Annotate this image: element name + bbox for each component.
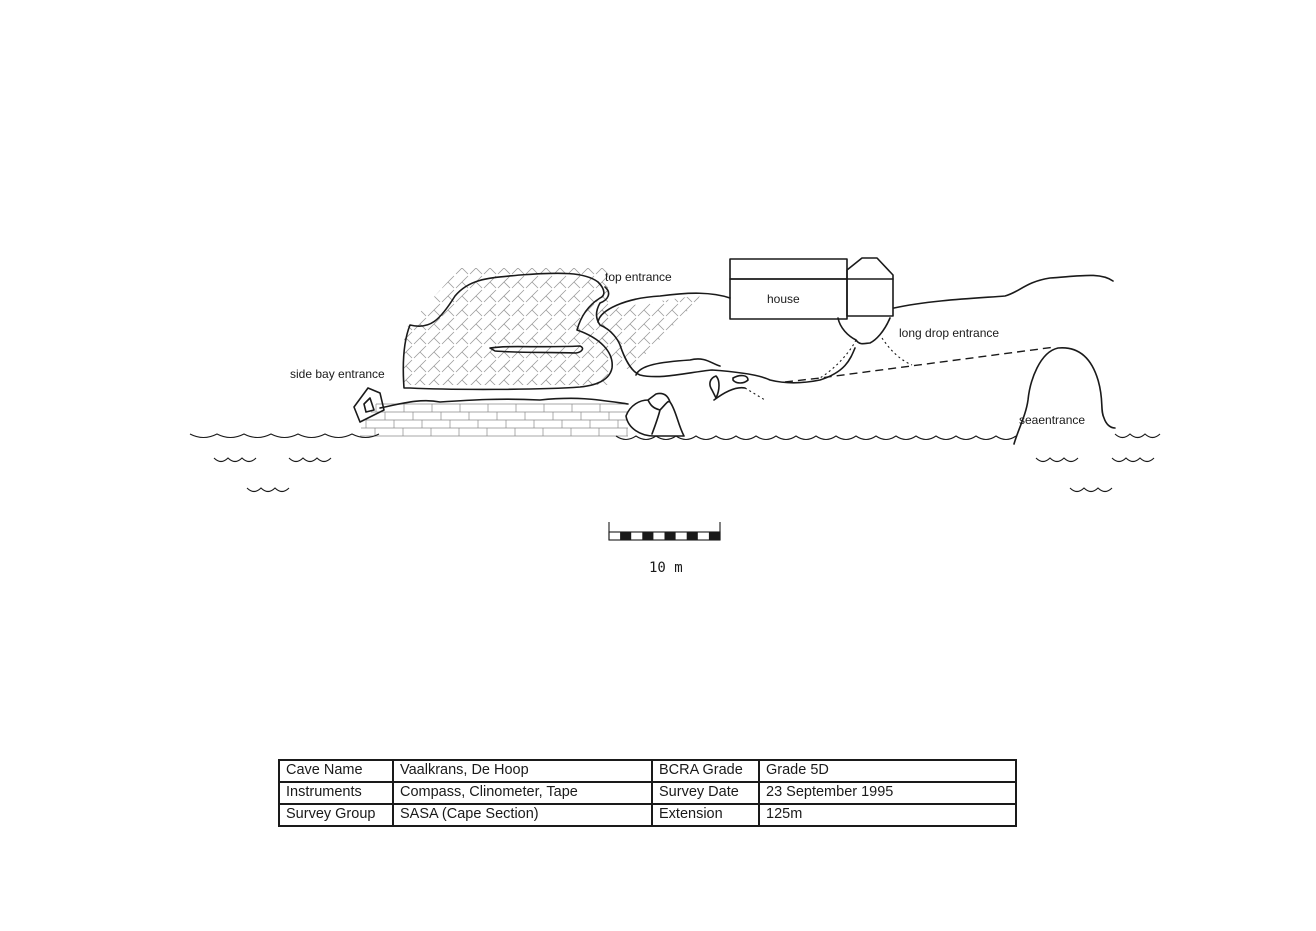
floor-line	[380, 398, 628, 408]
long-drop-entrance-label: long drop entrance	[899, 326, 1000, 340]
surface-line-right	[894, 275, 1113, 308]
info-key: BCRA Grade	[652, 760, 759, 782]
side-bay-entrance-label: side bay entrance	[290, 367, 385, 381]
boulder-side-bay	[354, 388, 384, 422]
long-drop-shaft	[838, 318, 890, 344]
info-key: Cave Name	[279, 760, 393, 782]
cave-roof	[597, 287, 855, 383]
bedrock-hatch-right	[596, 290, 706, 386]
info-key: Extension	[652, 804, 759, 826]
pebble-2	[733, 376, 748, 383]
boulder-central	[626, 393, 684, 436]
pebble-1	[710, 376, 719, 398]
scale-segment	[620, 532, 631, 540]
sea-entrance-label: seaentrance	[1019, 413, 1086, 427]
house-label: house	[767, 292, 800, 306]
passage-spur-dotted	[745, 388, 765, 400]
cave-floor-mid	[636, 359, 720, 375]
inner-passage	[490, 346, 583, 353]
info-value: Vaalkrans, De Hoop	[393, 760, 652, 782]
info-row	[279, 804, 1016, 826]
scale-segment	[709, 532, 720, 540]
long-drop-dots-right	[882, 338, 912, 365]
scale-segment	[687, 532, 698, 540]
info-row	[279, 782, 1016, 804]
info-value: SASA (Cape Section)	[393, 804, 652, 826]
scale-segment	[665, 532, 676, 540]
house-building	[730, 258, 893, 319]
cave-roof-upper	[598, 293, 730, 322]
survey-info-table	[278, 759, 1017, 827]
info-value: Grade 5D	[759, 760, 1016, 782]
bedrock-hatch	[400, 262, 622, 400]
scale-bar	[609, 522, 720, 540]
info-key: Instruments	[279, 782, 393, 804]
dashed-passage	[785, 347, 1055, 382]
sea-entrance-arch	[1014, 348, 1115, 444]
limestone-floor	[360, 404, 628, 436]
info-value: 23 September 1995	[759, 782, 1016, 804]
info-value: 125m	[759, 804, 1016, 826]
top-entrance-label: top entrance	[605, 270, 672, 284]
scale-segment	[642, 532, 653, 540]
info-key: Survey Group	[279, 804, 393, 826]
info-row	[279, 760, 1016, 782]
cave-outline-left	[403, 273, 612, 389]
info-value: Compass, Clinometer, Tape	[393, 782, 652, 804]
info-key: Survey Date	[652, 782, 759, 804]
scale-label: 10 m	[649, 560, 683, 576]
